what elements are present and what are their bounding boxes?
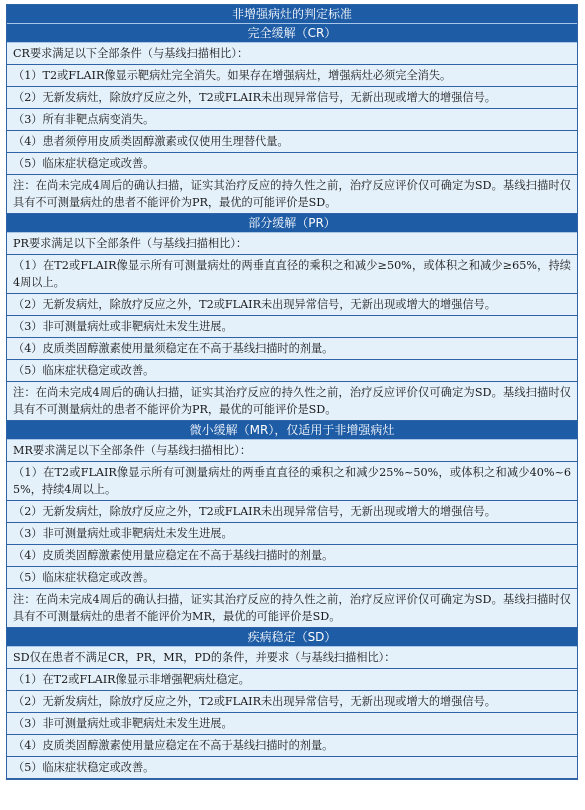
mr-criterion-3: （3）非可测量病灶或非靶病灶未发生进展。 bbox=[7, 523, 577, 545]
sd-criterion-3: （3）非可测量病灶或非靶病灶未发生进展。 bbox=[7, 713, 577, 735]
sd-criterion-2: （2）无新发病灶，除放疗反应之外，T2或FLAIR未出现异常信号，无新出现或增大的增强信号。 bbox=[7, 691, 577, 713]
pr-criterion-4: （4）皮质类固醇激素使用量须稳定在不高于基线扫描时的剂量。 bbox=[7, 338, 577, 360]
sd-intro: SD仅在患者不满足CR，PR，MR，PD的条件，并要求（与基线扫描相比）： bbox=[7, 647, 577, 669]
pr-criterion-3: （3）非可测量病灶或非靶病灶未发生进展。 bbox=[7, 316, 577, 338]
sd-criterion-1: （1）在T2或FLAIR像显示非增强靶病灶稳定。 bbox=[7, 669, 577, 691]
pr-criterion-1: （1）在T2或FLAIR像显示所有可测量病灶的两垂直直径的乘积之和减少≥50%，或体积之和减少≥65%，持续4周以上。 bbox=[7, 255, 577, 294]
pr-criterion-5: （5）临床症状稳定或改善。 bbox=[7, 360, 577, 382]
pr-criterion-2: （2）无新发病灶，除放疗反应之外，T2或FLAIR未出现异常信号，无新出现或增大的增强信号。 bbox=[7, 294, 577, 316]
section-header-cr: 完全缓解（CR） bbox=[7, 24, 577, 43]
cr-criterion-3: （3）所有非靶点病变消失。 bbox=[7, 109, 577, 131]
mr-criterion-4: （4）皮质类固醇激素使用量应稳定在不高于基线扫描时的剂量。 bbox=[7, 545, 577, 567]
mr-criterion-2: （2）无新发病灶，除放疗反应之外，T2或FLAIR未出现异常信号，无新出现或增大的增强信号。 bbox=[7, 501, 577, 523]
pr-note: 注：在尚未完成4周后的确认扫描，证实其治疗反应的持久性之前，治疗反应评价仅可确定为SD。基线扫描时仅具有不可测量病灶的患者不能评价为PR，最优的可能评价是SD。 bbox=[7, 382, 577, 421]
cr-criterion-1: （1）T2或FLAIR像显示靶病灶完全消失。如果存在增强病灶，增强病灶必须完全消失。 bbox=[7, 65, 577, 87]
sd-criterion-5: （5）临床症状稳定或改善。 bbox=[7, 757, 577, 779]
pr-intro: PR要求满足以下全部条件（与基线扫描相比）： bbox=[7, 233, 577, 255]
section-header-mr: 微小缓解（MR），仅适用于非增强病灶 bbox=[7, 421, 577, 440]
mr-intro: MR要求满足以下全部条件（与基线扫描相比）： bbox=[7, 440, 577, 462]
cr-note: 注：在尚未完成4周后的确认扫描，证实其治疗反应的持久性之前，治疗反应评价仅可确定为SD。基线扫描时仅具有不可测量病灶的患者不能评价为PR，最优的可能评价是SD。 bbox=[7, 175, 577, 214]
mr-note: 注：在尚未完成4周后的确认扫描，证实其治疗反应的持久性之前，治疗反应评价仅可确定为SD。基线扫描时仅具有不可测量病灶的患者不能评价为MR，最优的可能评价是SD。 bbox=[7, 589, 577, 628]
cr-criterion-4: （4）患者须停用皮质类固醇激素或仅使用生理替代量。 bbox=[7, 131, 577, 153]
mr-criterion-1: （1）在T2或FLAIR像显示所有可测量病灶的两垂直直径的乘积之和减少25%~50%，或体积之和减少40%~65%，持续4周以上。 bbox=[7, 462, 577, 501]
mr-criterion-5: （5）临床症状稳定或改善。 bbox=[7, 567, 577, 589]
section-header-sd: 疾病稳定（SD） bbox=[7, 628, 577, 647]
section-header-pr: 部分缓解（PR） bbox=[7, 214, 577, 233]
sd-criterion-4: （4）皮质类固醇激素使用量应稳定在不高于基线扫描时的剂量。 bbox=[7, 735, 577, 757]
cr-criterion-2: （2）无新发病灶，除放疗反应之外，T2或FLAIR未出现异常信号，无新出现或增大的增强信号。 bbox=[7, 87, 577, 109]
table-title: 非增强病灶的判定标准 bbox=[7, 5, 577, 24]
cr-criterion-5: （5）临床症状稳定或改善。 bbox=[7, 153, 577, 175]
cr-intro: CR要求满足以下全部条件（与基线扫描相比）： bbox=[7, 43, 577, 65]
criteria-table bbox=[6, 4, 578, 780]
